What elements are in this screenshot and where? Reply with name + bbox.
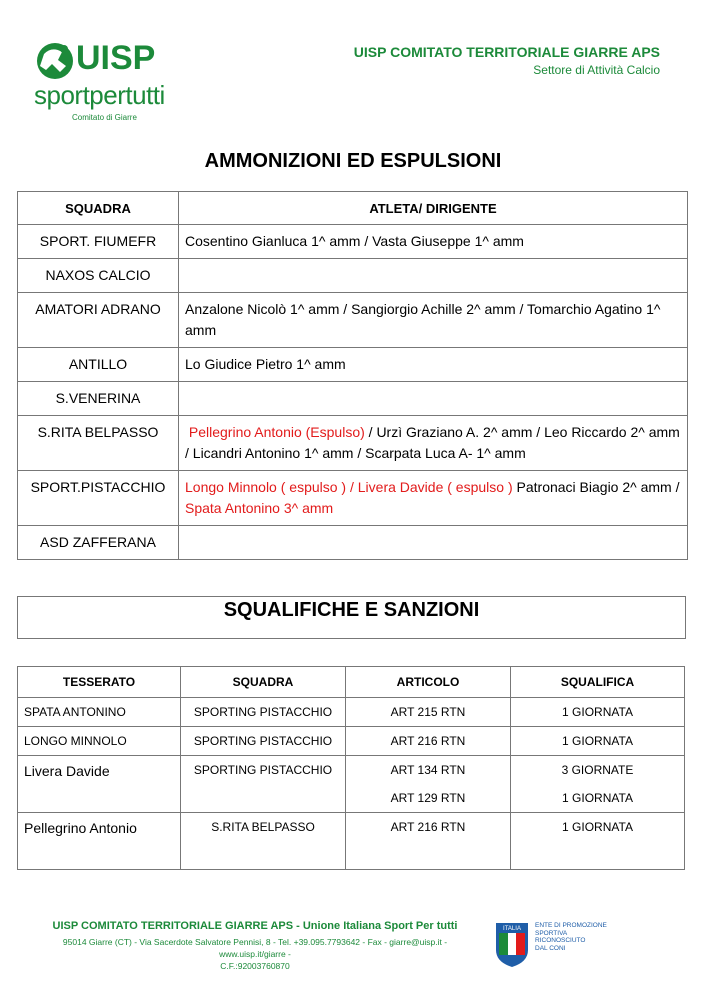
tesserato-cell: SPATA ANTONINO: [18, 698, 181, 727]
column-header: SQUADRA: [18, 192, 179, 225]
coni-text: [535, 922, 607, 952]
coni-text-line: RICONOSCIUTO: [535, 937, 586, 944]
athletes-cell: [179, 416, 688, 471]
coni-badge-label: ITALIA: [503, 926, 521, 932]
squalifica-value: 3 GIORNATE: [561, 763, 634, 777]
articolo-value: ART 216 RTN: [390, 820, 466, 834]
squadra-cell: S.RITA BELPASSO: [181, 813, 346, 870]
squalifiche-row: [18, 727, 685, 756]
footer-fiscal-code: C.F.:92003760870: [220, 961, 290, 971]
squadra-cell: SPORTING PISTACCHIO: [181, 698, 346, 727]
articolo-cell: [346, 813, 511, 870]
team-cell: NAXOS CALCIO: [18, 259, 179, 293]
ammonizioni-row: [18, 293, 688, 348]
ammonizioni-row: [18, 259, 688, 293]
footer-title: UISP COMITATO TERRITORIALE GIARRE APS - Unione Italiana Sport Per tutti: [52, 920, 458, 932]
squalifica-cell: [511, 813, 685, 870]
coni-text-line: SPORTIVA: [535, 929, 568, 937]
column-header: ARTICOLO: [346, 667, 511, 698]
column-header: TESSERATO: [18, 667, 181, 698]
column-header: ATLETA/ DIRIGENTE: [179, 192, 688, 225]
logo-committee: Comitato di Giarre: [72, 113, 137, 122]
team-cell: S.RITA BELPASSO: [18, 416, 179, 471]
articolo-value: ART 215 RTN: [390, 705, 466, 719]
athletes-cell: [179, 293, 688, 348]
athletes-cell: [179, 348, 688, 382]
athletes-cell: [179, 225, 688, 259]
ammonizioni-row: [18, 526, 688, 560]
runner-icon: [32, 40, 78, 82]
ammonizioni-title: AMMONIZIONI ED ESPULSIONI: [204, 150, 502, 172]
squalifica-value: 1 GIORNATA: [562, 820, 633, 834]
tesserato-cell: Pellegrino Antonio: [18, 813, 181, 870]
coni-text-line: DAL CONI: [535, 944, 566, 952]
squalifiche-header-row: [18, 667, 685, 698]
articolo-cell: [346, 698, 511, 727]
articolo-cell: [346, 727, 511, 756]
articolo-value: ART 134 RTN: [390, 763, 466, 777]
athletes-cell: [179, 259, 688, 293]
squalifiche-row: [18, 698, 685, 727]
team-cell: ANTILLO: [18, 348, 179, 382]
logo-brand: UISP: [76, 39, 156, 77]
team-cell: SPORT. FIUMEFR: [18, 225, 179, 259]
athlete-text: Patronaci Biagio 2^ amm /: [512, 479, 684, 495]
squadra-cell: SPORTING PISTACCHIO: [181, 756, 346, 813]
athlete-text: Spata Antonino 3^ amm: [185, 500, 334, 516]
squalifica-cell: [511, 727, 685, 756]
athlete-text: Anzalone Nicolò 1^ amm / Sangiorgio Achille 2^ amm / Tomarchio Agatino 1^ amm: [185, 301, 665, 338]
team-cell: AMATORI ADRANO: [18, 293, 179, 348]
footer: [30, 920, 480, 972]
squalifiche-table: [17, 666, 685, 870]
athlete-text: / Urzì Graziano A. 2^ amm / Leo Riccardo 2^ amm / Licandri Antonino 1^ amm / Scarpata Luca A- 1^ amm: [185, 424, 684, 461]
team-cell: ASD ZAFFERANA: [18, 526, 179, 560]
athletes-cell: [179, 526, 688, 560]
articolo-value: ART 216 RTN: [390, 734, 466, 748]
articolo-value: ART 129 RTN: [390, 791, 466, 805]
ammonizioni-row: [18, 348, 688, 382]
org-sector: Settore di Attività Calcio: [533, 63, 660, 77]
ammonizioni-row: [18, 225, 688, 259]
uisp-logo: [32, 40, 182, 125]
squadra-cell: SPORTING PISTACCHIO: [181, 727, 346, 756]
logo-tagline: sportpertutti: [34, 80, 165, 110]
tesserato-cell: Livera Davide: [18, 756, 181, 813]
squalifica-value: 1 GIORNATA: [562, 791, 633, 805]
squalifica-value: 1 GIORNATA: [562, 705, 633, 719]
athlete-text: Pellegrino Antonio (Espulso): [185, 424, 365, 440]
athlete-text: Cosentino Gianluca 1^ amm / Vasta Giuseppe 1^ amm: [185, 233, 524, 249]
footer-address: [30, 936, 480, 972]
articolo-cell: [346, 756, 511, 813]
squalifica-cell: [511, 698, 685, 727]
ammonizioni-table: [17, 191, 688, 560]
ammonizioni-row: [18, 416, 688, 471]
athlete-text: Lo Giudice Pietro 1^ amm: [185, 356, 346, 372]
footer-address-line: 95014 Giarre (CT) - Via Sacerdote Salvatore Pennisi, 8 - Tel. +39.095.7793642 - Fax - giarre@uisp.it - www.uisp.it/giarre -: [62, 937, 448, 959]
coni-text-line: ENTE DI PROMOZIONE: [535, 922, 607, 929]
ammonizioni-row: [18, 471, 688, 526]
team-cell: S.VENERINA: [18, 382, 179, 416]
italia-shield-icon: [495, 922, 529, 968]
ammonizioni-row: [18, 382, 688, 416]
column-header: SQUADRA: [181, 667, 346, 698]
column-header: SQUALIFICA: [511, 667, 685, 698]
coni-badge: [495, 922, 625, 970]
athletes-cell: [179, 471, 688, 526]
org-name: UISP COMITATO TERRITORIALE GIARRE APS: [353, 44, 660, 60]
squalifiche-row: [18, 813, 685, 870]
athlete-text: Longo Minnolo ( espulso ) / Livera Davide ( espulso ): [185, 479, 513, 495]
squalifiche-row: [18, 756, 685, 813]
organization-header: [354, 44, 660, 77]
squalifica-cell: [511, 756, 685, 813]
athletes-cell: [179, 382, 688, 416]
ammonizioni-header-row: [18, 192, 688, 225]
squalifiche-title: SQUALIFICHE E SANZIONI: [17, 596, 686, 639]
squalifica-value: 1 GIORNATA: [562, 734, 633, 748]
team-cell: SPORT.PISTACCHIO: [18, 471, 179, 526]
tesserato-cell: LONGO MINNOLO: [18, 727, 181, 756]
